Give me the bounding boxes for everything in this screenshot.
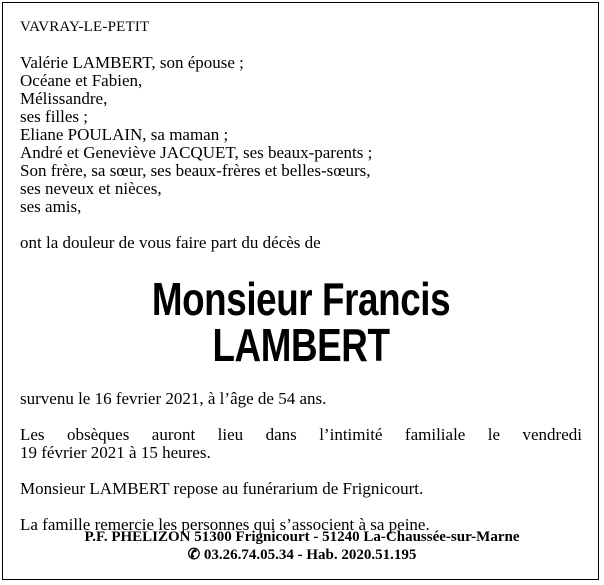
- obituary-notice: [20, 18, 582, 534]
- funeral-info-line1: Les obsèques auront lieu dans l’intimité familiale le vendredi: [20, 425, 582, 444]
- family-line: Mélissandre,: [20, 89, 108, 108]
- family-line: Eliane POULAIN, sa maman ;: [20, 125, 229, 144]
- family-line: Son frère, sa sœur, ses beaux-frères et belles-sœurs,: [20, 161, 371, 180]
- announcement-text: ont la douleur de vous faire part du décès de: [20, 233, 321, 252]
- spacer: [20, 498, 582, 516]
- place-name: VAVRAY-LE-PETIT: [20, 19, 150, 35]
- family-line: André et Geneviève JACQUET, ses beaux-parents ;: [20, 143, 373, 162]
- family-line: Valérie LAMBERT, son épouse ;: [20, 53, 244, 72]
- family-line: ses filles ;: [20, 107, 88, 126]
- family-line: ses neveux et nièces,: [20, 179, 162, 198]
- spacer: [20, 36, 582, 54]
- funeral-info-line2: 19 février 2021 à 15 heures.: [20, 443, 211, 462]
- spacer: [20, 216, 582, 234]
- family-line: Océane et Fabien,: [20, 71, 143, 90]
- funeral-home-address: P.F. PHELIZON 51300 Frignicourt - 51240 La-Chaussée-sur-Marne: [84, 529, 520, 545]
- family-list: [20, 54, 582, 216]
- deceased-name: Monsieur Francis LAMBERT: [151, 273, 451, 371]
- spacer: [20, 408, 582, 426]
- funeral-home-footer: [0, 528, 604, 564]
- funeral-home-contact: ✆ 03.26.74.05.34 - Hab. 2020.51.195: [187, 547, 417, 563]
- death-info: survenu le 16 fevrier 2021, à l’âge de 54 ans.: [20, 389, 327, 408]
- rest-place: Monsieur LAMBERT repose au funérarium de Frignicourt.: [20, 479, 424, 498]
- family-line: ses amis,: [20, 197, 82, 216]
- spacer: [20, 462, 582, 480]
- thanks-text: La famille remercie les personnes qui s’associent à sa peine.: [20, 515, 430, 534]
